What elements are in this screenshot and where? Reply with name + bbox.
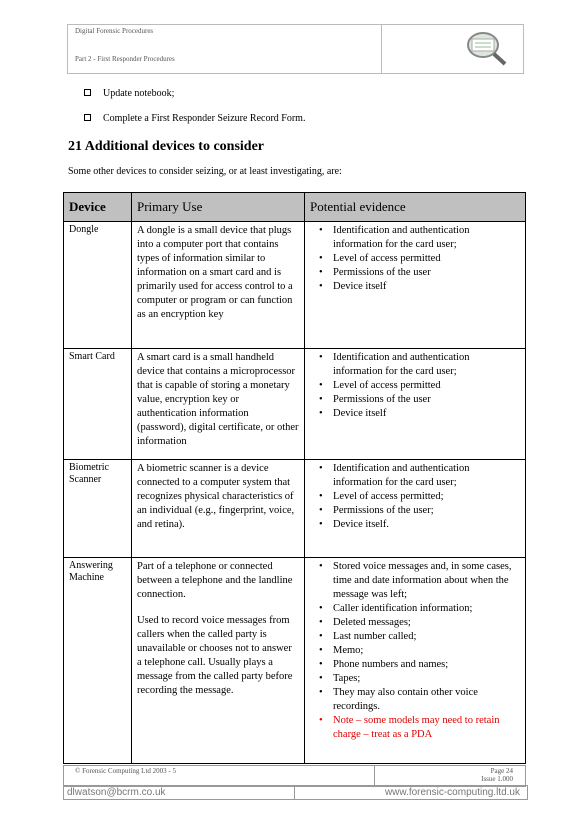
evidence-cell xyxy=(305,222,526,349)
primary-use-text: A smart card is a small handheld device that contains a microprocessor that is capable of storing a monetary value, encryption key or authentication information (password), digital certificate, or other information xyxy=(137,352,299,447)
evidence-list xyxy=(310,224,520,294)
footer-copyright: © Forensic Computing Ltd 2003 - 5 xyxy=(75,767,176,775)
section-heading: 21 Additional devices to consider xyxy=(68,139,265,154)
device-name: Smart Card xyxy=(64,349,132,460)
column-header-primary-use: Primary Use xyxy=(132,193,305,222)
evidence-item: • Caller identification information; xyxy=(324,602,520,616)
device-name: Dongle xyxy=(64,222,132,349)
evidence-item: • They may also contain other voice recordings. xyxy=(324,686,520,714)
footer-page-cell xyxy=(374,765,526,787)
evidence-item: • Stored voice messages and, in some cases, time and date information about when the message was left; xyxy=(324,560,520,602)
evidence-item: • Level of access permitted xyxy=(324,252,520,266)
primary-use-cell xyxy=(132,460,305,558)
footer-issue: Issue 1.000 xyxy=(481,775,513,783)
device-name: Answering Machine xyxy=(64,558,132,764)
evidence-item: • Memo; xyxy=(324,644,520,658)
evidence-item: • Identification and authentication information for the card user; xyxy=(324,351,520,379)
footer-email-link[interactable]: dlwatson@bcrm.co.uk xyxy=(67,787,166,798)
bullet-text: Update notebook; xyxy=(103,88,175,99)
evidence-item: • Last number called; xyxy=(324,630,520,644)
device-name: Biometric Scanner xyxy=(64,460,132,558)
evidence-item: • Device itself. xyxy=(324,518,520,532)
header-part-title: Part 2 - First Responder Procedures xyxy=(75,55,175,63)
evidence-cell xyxy=(305,349,526,460)
primary-use-cell xyxy=(132,222,305,349)
footer-website-link[interactable]: www.forensic-computing.ltd.uk xyxy=(384,787,520,798)
table-header-row xyxy=(64,193,526,222)
evidence-item: • Permissions of the user; xyxy=(324,504,520,518)
page-header xyxy=(67,24,524,74)
evidence-item: • Deleted messages; xyxy=(324,616,520,630)
evidence-item: • Tapes; xyxy=(324,672,520,686)
table-row xyxy=(64,222,526,349)
column-header-potential-evidence: Potential evidence xyxy=(305,193,526,222)
evidence-item: • Identification and authentication information for the card user; xyxy=(324,462,520,490)
evidence-item: • Phone numbers and names; xyxy=(324,658,520,672)
bullet-item xyxy=(84,88,174,99)
table-row xyxy=(64,349,526,460)
evidence-item: • Permissions of the user xyxy=(324,266,520,280)
evidence-cell xyxy=(305,558,526,764)
primary-use-text: A dongle is a small device that plugs into a computer port that contains types of information similar to information on a smart card and is primarily used for access control to a computer or program or can function as an encryption key xyxy=(137,225,293,320)
footer-copyright-cell xyxy=(63,765,375,787)
devices-table xyxy=(63,192,526,764)
header-text-cell xyxy=(68,25,382,73)
evidence-list xyxy=(310,351,520,421)
evidence-item: • Note – some models may need to retain charge – treat as a PDA xyxy=(324,714,520,742)
primary-use-text: Part of a telephone or connected between a telephone and the landline connection. xyxy=(137,561,293,600)
evidence-item: • Identification and authentication information for the card user; xyxy=(324,224,520,252)
evidence-cell xyxy=(305,460,526,558)
header-doc-title: Digital Forensic Procedures xyxy=(75,27,154,35)
table-row xyxy=(64,460,526,558)
evidence-item: • Device itself xyxy=(324,280,520,294)
magnifying-glass-icon xyxy=(463,28,509,68)
table-row xyxy=(64,558,526,764)
evidence-list xyxy=(310,462,520,532)
primary-use-cell xyxy=(132,349,305,460)
section-intro: Some other devices to consider seizing, or at least investigating, are: xyxy=(68,166,342,177)
column-header-device: Device xyxy=(64,193,132,222)
primary-use-text: A biometric scanner is a device connected to a computer system that recognizes physical characteristics of an individual (e.g., fingerprint, voice, and retina). xyxy=(137,463,295,530)
evidence-item: • Level of access permitted; xyxy=(324,490,520,504)
bullet-item xyxy=(84,113,305,124)
bullet-text: Complete a First Responder Seizure Record Form. xyxy=(103,113,306,124)
primary-use-text: Used to record voice messages from callers when the called party is unavailable or chooses not to answer a telephone call. Usually plays a message from the called party before recording the message. xyxy=(137,615,293,696)
evidence-item: • Permissions of the user xyxy=(324,393,520,407)
evidence-item: • Device itself xyxy=(324,407,520,421)
footer-page-number: Page 24 xyxy=(490,767,513,775)
evidence-item: • Level of access permitted xyxy=(324,379,520,393)
evidence-list xyxy=(310,560,520,742)
primary-use-cell xyxy=(132,558,305,764)
